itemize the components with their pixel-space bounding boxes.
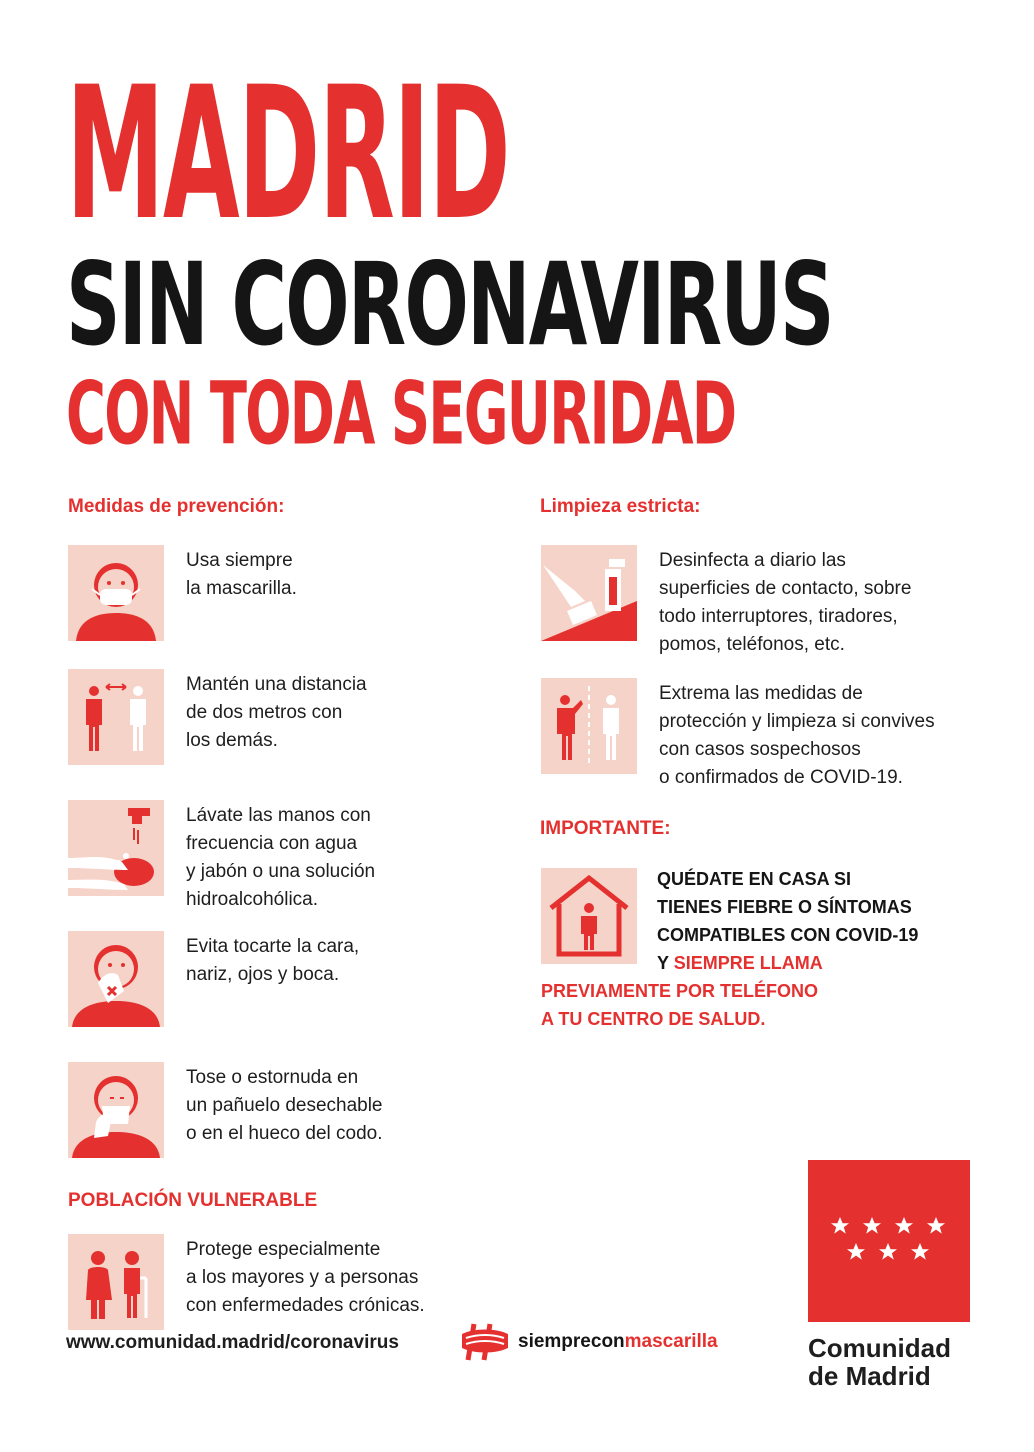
cleaning-item-text: Desinfecta a diario las superficies de contacto, sobre todo interruptores, tiradores, pomos, teléfonos, etc. bbox=[659, 550, 912, 655]
stay-home-icon bbox=[541, 868, 637, 964]
hashtag-text bbox=[518, 1331, 718, 1353]
comunidad-madrid-logo bbox=[808, 1160, 970, 1322]
elderly-couple-icon bbox=[68, 1234, 164, 1330]
sneeze-tissue-icon bbox=[68, 1062, 164, 1158]
prevention-item-face bbox=[68, 931, 359, 1027]
no-face-touch-icon bbox=[68, 931, 164, 1027]
isolation-icon bbox=[541, 678, 637, 774]
disinfect-spray-icon bbox=[541, 545, 637, 641]
prevention-item-sneeze bbox=[68, 1062, 383, 1158]
prevention-item-text: Tose o estornuda en un pañuelo desechable o en el hueco del codo. bbox=[186, 1067, 383, 1144]
vulnerable-item-text: Protege especialmente a los mayores y a personas con enfermedades crónicas. bbox=[186, 1239, 425, 1316]
title-madrid: MADRID bbox=[66, 46, 510, 261]
important-line-4 bbox=[657, 949, 823, 977]
prevention-item-distance bbox=[68, 669, 367, 765]
seven-stars-icon bbox=[808, 1160, 970, 1322]
website-link[interactable]: www.comunidad.madrid/coronavirus bbox=[66, 1332, 399, 1353]
important-line-2: TIENES FIEBRE O SÍNTOMAS bbox=[657, 897, 912, 917]
important-line-1: QUÉDATE EN CASA SI bbox=[657, 869, 852, 889]
important-line-4-red: SIEMPRE LLAMA bbox=[673, 953, 823, 973]
vulnerable-item bbox=[68, 1234, 425, 1330]
hashtag-siempreconmascarilla bbox=[460, 1322, 718, 1362]
important-line-3: COMPATIBLES CON COVID-19 bbox=[657, 925, 919, 945]
vulnerable-heading: POBLACIÓN VULNERABLE bbox=[68, 1190, 318, 1211]
prevention-item-text: Mantén una distancia de dos metros con los demás. bbox=[186, 674, 367, 751]
title-sin-coronavirus: SIN CORONAVIRUS bbox=[66, 237, 833, 372]
prevention-item-mask bbox=[68, 545, 297, 641]
important-line-4-prefix: Y bbox=[657, 953, 674, 973]
prevention-item-handwash bbox=[68, 800, 375, 914]
title-con-toda-seguridad: CON TODA SEGURIDAD bbox=[66, 365, 736, 466]
prevention-heading: Medidas de prevención: bbox=[68, 496, 285, 517]
hashtag-part-b: mascarilla bbox=[624, 1331, 718, 1352]
cleaning-item-text: Extrema las medidas de protección y limpieza si convives con casos sospechosos o confirmados de COVID-19. bbox=[659, 683, 935, 788]
important-heading: IMPORTANTE: bbox=[540, 818, 671, 839]
hashtag-mask-icon bbox=[460, 1322, 512, 1362]
logo-name: Comunidad de Madrid bbox=[808, 1333, 951, 1391]
cleaning-item-disinfect bbox=[541, 545, 911, 659]
prevention-item-text: Evita tocarte la cara, nariz, ojos y boca. bbox=[186, 936, 360, 985]
cleaning-heading: Limpieza estricta: bbox=[540, 496, 701, 517]
prevention-item-text: Usa siempre la mascarilla. bbox=[186, 550, 297, 599]
important-line-5: PREVIAMENTE POR TELÉFONO bbox=[541, 981, 819, 1001]
important-line-6: A TU CENTRO DE SALUD. bbox=[541, 1009, 766, 1029]
distance-icon bbox=[68, 669, 164, 765]
prevention-item-text: Lávate las manos con frecuencia con agua y jabón o una solución hidroalcohólica. bbox=[186, 805, 376, 910]
hashtag-part-a: siemprecon bbox=[518, 1331, 625, 1352]
handwash-icon bbox=[68, 800, 164, 896]
mask-person-icon bbox=[68, 545, 164, 641]
cleaning-item-isolation bbox=[541, 678, 935, 792]
